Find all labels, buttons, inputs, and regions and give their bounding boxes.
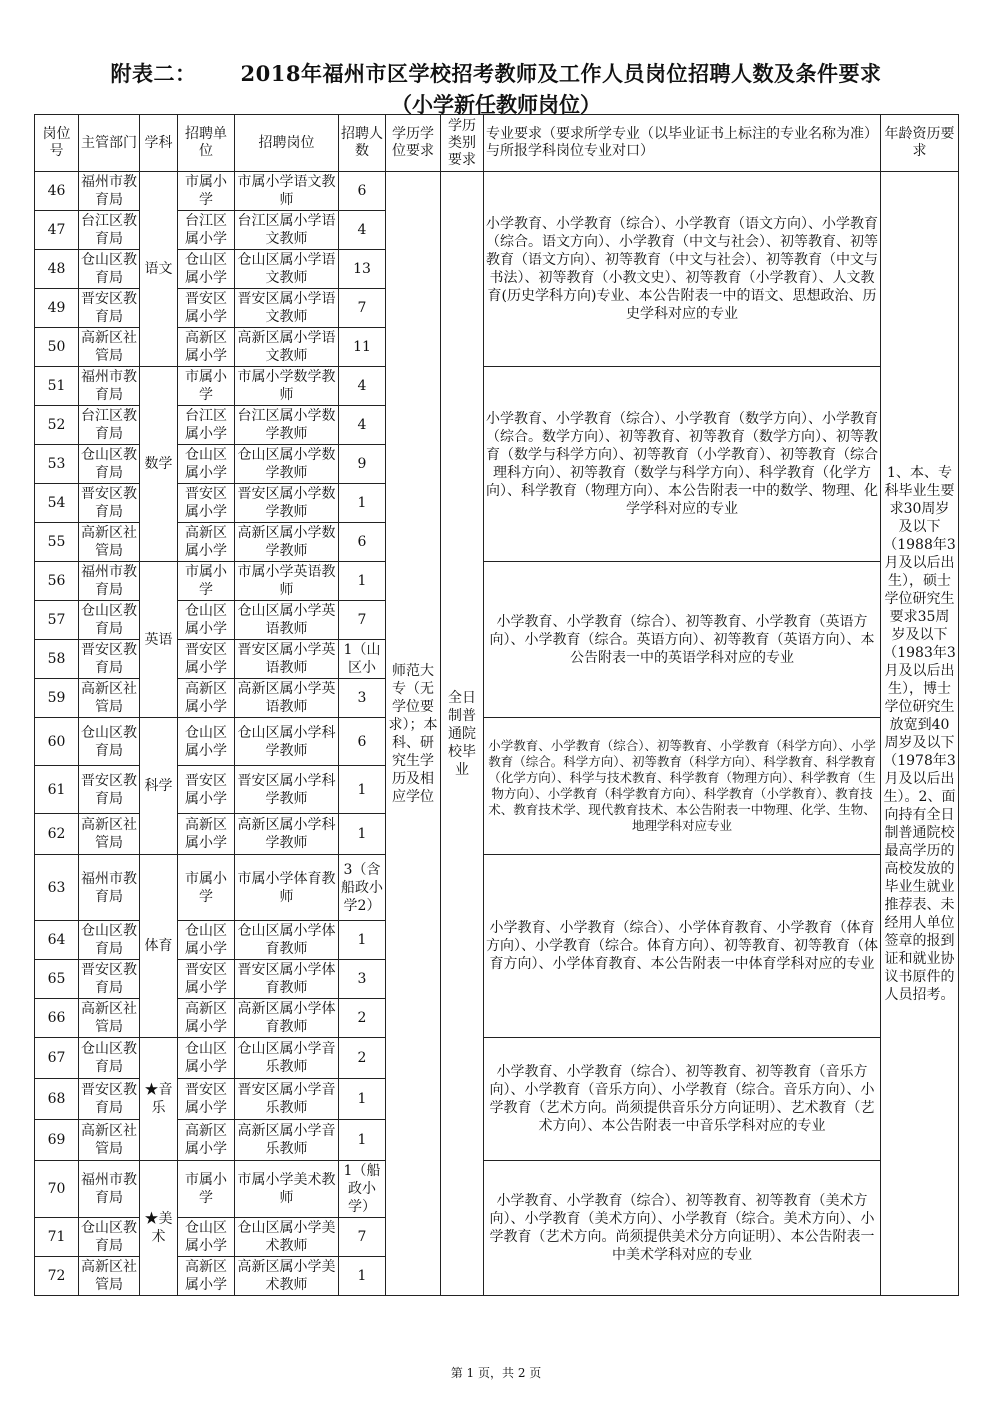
post: 晋安区属小学体育教师: [235, 960, 339, 999]
post-no: 70: [35, 1161, 79, 1218]
recruitment-table: [34, 114, 959, 1296]
unit: 仓山区属小学: [178, 601, 235, 640]
unit: 仓山区属小学: [178, 921, 235, 960]
table-row: [35, 855, 959, 921]
post: 高新区属小学数学教师: [235, 523, 339, 562]
count: 1: [339, 562, 386, 601]
post: 仓山区属小学科学教师: [235, 718, 339, 766]
subject-cell: 语文: [140, 172, 178, 367]
post-no: 48: [35, 250, 79, 289]
dept: 福州市教育局: [79, 172, 140, 211]
count: 1: [339, 814, 386, 855]
post: 晋安区属小学英语教师: [235, 640, 339, 679]
count: 1: [339, 1079, 386, 1120]
post: 仓山区属小学语文教师: [235, 250, 339, 289]
page-title: [0, 58, 992, 88]
dept: 晋安区教育局: [79, 289, 140, 328]
unit: 晋安区属小学: [178, 960, 235, 999]
subject-cell: 科学: [140, 718, 178, 855]
post: 台江区属小学语文教师: [235, 211, 339, 250]
dept: 仓山区教育局: [79, 250, 140, 289]
dept: 高新区社管局: [79, 1257, 140, 1296]
post-no: 65: [35, 960, 79, 999]
major-req: 小学教育、小学教育（综合）、初等教育、小学教育（科学方向）、小学教育（综合。科学方向）、初等教育（科学方向）、科学教育、科学教育（化学方向）、科学与技术教育、科学教育（物理方向）、科学教育（生物方向）、小学教育（科学教育方向）、科学教育（小学教育）、教育技术、教育技术学、现代教育技术、本公告附表一中物理、化学、生物、地理学科对应专业: [484, 718, 881, 855]
unit: 高新区属小学: [178, 523, 235, 562]
post-no: 61: [35, 766, 79, 814]
count: 4: [339, 211, 386, 250]
post: 仓山区属小学音乐教师: [235, 1038, 339, 1079]
major-req: 小学教育、小学教育（综合）、初等教育、初等教育（美术方向）、小学教育（美术方向）、小学教育（综合。美术方向）、小学教育（艺术方向。尚须提供美术分方向证明）、本公告附表一中美术学科对应的专业: [484, 1161, 881, 1296]
unit: 台江区属小学: [178, 211, 235, 250]
header-subject: 学科: [140, 115, 178, 172]
unit: 高新区属小学: [178, 1120, 235, 1161]
post-no: 64: [35, 921, 79, 960]
post-no: 58: [35, 640, 79, 679]
dept: 仓山区教育局: [79, 1038, 140, 1079]
unit: 晋安区属小学: [178, 640, 235, 679]
header-edu-type: 学历类别要求: [441, 115, 484, 172]
dept: 晋安区教育局: [79, 1079, 140, 1120]
post: 仓山区属小学体育教师: [235, 921, 339, 960]
unit: 晋安区属小学: [178, 766, 235, 814]
header-major: 专业要求（要求所学专业（以毕业证书上标注的专业名称为准）与所报学科岗位专业对口）: [484, 115, 881, 172]
post: 市属小学数学教师: [235, 367, 339, 406]
post-no: 71: [35, 1218, 79, 1257]
post-no: 62: [35, 814, 79, 855]
count: 9: [339, 445, 386, 484]
post: 仓山区属小学英语教师: [235, 601, 339, 640]
post: 晋安区属小学科学教师: [235, 766, 339, 814]
age-req: 1、本、专科毕业生要求30周岁及以下（1988年3月及以后出生），硕士学位研究生要求35周岁及以下（1983年3月及以后出生），博士学位研究生放宽到40周岁及以下（1978年3月及以后出生）。2、面向持有全日制普通院校最高学历的高校发放的毕业生就业推荐表、未经用人单位签章的报到证和就业协议书原件的人员招考。: [881, 172, 959, 1296]
page-subtitle: （小学新任教师岗位）: [391, 92, 601, 117]
post-no: 54: [35, 484, 79, 523]
count: 1: [339, 766, 386, 814]
table-row: [35, 367, 959, 406]
dept: 福州市教育局: [79, 1161, 140, 1218]
dept: 福州市教育局: [79, 562, 140, 601]
unit: 晋安区属小学: [178, 289, 235, 328]
unit: 台江区属小学: [178, 406, 235, 445]
count: 6: [339, 523, 386, 562]
dept: 仓山区教育局: [79, 718, 140, 766]
dept: 高新区社管局: [79, 999, 140, 1038]
post: 仓山区属小学数学教师: [235, 445, 339, 484]
post-no: 50: [35, 328, 79, 367]
post-no: 51: [35, 367, 79, 406]
post-no: 49: [35, 289, 79, 328]
post-no: 52: [35, 406, 79, 445]
post: 市属小学美术教师: [235, 1161, 339, 1218]
count: 1: [339, 484, 386, 523]
post: 高新区属小学科学教师: [235, 814, 339, 855]
unit: 市属小学: [178, 172, 235, 211]
post: 晋安区属小学语文教师: [235, 289, 339, 328]
dept: 仓山区教育局: [79, 921, 140, 960]
unit: 高新区属小学: [178, 328, 235, 367]
unit: 市属小学: [178, 1161, 235, 1218]
dept: 高新区社管局: [79, 814, 140, 855]
count: 1: [339, 921, 386, 960]
subject-cell: 体育: [140, 855, 178, 1038]
header-post: 招聘岗位: [235, 115, 339, 172]
dept: 高新区社管局: [79, 679, 140, 718]
post: 高新区属小学英语教师: [235, 679, 339, 718]
post-no: 59: [35, 679, 79, 718]
edu-req: 师范大专（无学位要求）；本科、研究生学历及相应学位: [386, 172, 441, 1296]
major-req: 小学教育、小学教育（综合）、小学教育（语文方向）、小学教育（综合。语文方向）、小学教育（中文与社会）、初等教育、初等教育（语文方向）、初等教育（中文与社会）、初等教育（中文与书法）、初等教育（小教文史）、初等教育（小学教育）、人文教育(历史学科方向)专业、本公告附表一中的语文、思想政治、历史学科对应的专业: [484, 172, 881, 367]
count: 3: [339, 679, 386, 718]
post-no: 56: [35, 562, 79, 601]
table-row: [35, 172, 959, 211]
dept: 晋安区教育局: [79, 766, 140, 814]
post: 高新区属小学美术教师: [235, 1257, 339, 1296]
count: 3（含船政小学2）: [339, 855, 386, 921]
post-no: 57: [35, 601, 79, 640]
count: 7: [339, 1218, 386, 1257]
unit: 仓山区属小学: [178, 1218, 235, 1257]
unit: 高新区属小学: [178, 999, 235, 1038]
count: 4: [339, 406, 386, 445]
count: 7: [339, 601, 386, 640]
post-no: 47: [35, 211, 79, 250]
post-no: 55: [35, 523, 79, 562]
dept: 晋安区教育局: [79, 960, 140, 999]
unit: 晋安区属小学: [178, 1079, 235, 1120]
post-no: 63: [35, 855, 79, 921]
post: 高新区属小学音乐教师: [235, 1120, 339, 1161]
count: 1（船政小学）: [339, 1161, 386, 1218]
dept: 高新区社管局: [79, 523, 140, 562]
post: 市属小学语文教师: [235, 172, 339, 211]
post-no: 68: [35, 1079, 79, 1120]
count: 3: [339, 960, 386, 999]
table-row: [35, 1038, 959, 1079]
subject-cell: 英语: [140, 562, 178, 718]
post: 市属小学体育教师: [235, 855, 339, 921]
header-edu: 学历学位要求: [386, 115, 441, 172]
dept: 福州市教育局: [79, 367, 140, 406]
dept: 台江区教育局: [79, 211, 140, 250]
title-main: 2018年福州市区学校招考教师及工作人员岗位招聘人数及条件要求: [240, 61, 882, 86]
title-prefix: 附表二：: [110, 61, 197, 86]
unit: 高新区属小学: [178, 814, 235, 855]
count: 4: [339, 367, 386, 406]
dept: 仓山区教育局: [79, 601, 140, 640]
header-row: [35, 115, 959, 172]
unit: 市属小学: [178, 562, 235, 601]
dept: 仓山区教育局: [79, 1218, 140, 1257]
count: 1: [339, 1257, 386, 1296]
post: 高新区属小学体育教师: [235, 999, 339, 1038]
unit: 仓山区属小学: [178, 718, 235, 766]
major-req: 小学教育、小学教育（综合）、小学体育教育、小学教育（体育方向）、小学教育（综合。体育方向）、初等教育、初等教育（体育方向）、小学体育教育、本公告附表一中体育学科对应的专业: [484, 855, 881, 1038]
post-no: 66: [35, 999, 79, 1038]
subject-cell: 数学: [140, 367, 178, 562]
unit: 仓山区属小学: [178, 445, 235, 484]
post: 台江区属小学数学教师: [235, 406, 339, 445]
unit: 市属小学: [178, 855, 235, 921]
count: 6: [339, 718, 386, 766]
major-req: 小学教育、小学教育（综合）、初等教育、小学教育（英语方向）、小学教育（综合。英语方向）、初等教育（英语方向）、本公告附表一中的英语学科对应的专业: [484, 562, 881, 718]
dept: 晋安区教育局: [79, 484, 140, 523]
count: 7: [339, 289, 386, 328]
post-no: 69: [35, 1120, 79, 1161]
page-footer: 第 1 页，共 2 页: [450, 1366, 542, 1380]
unit: 高新区属小学: [178, 1257, 235, 1296]
header-unit: 招聘单位: [178, 115, 235, 172]
dept: 台江区教育局: [79, 406, 140, 445]
post-no: 53: [35, 445, 79, 484]
count: 11: [339, 328, 386, 367]
table-row: [35, 562, 959, 601]
dept: 仓山区教育局: [79, 445, 140, 484]
header-count: 招聘人数: [339, 115, 386, 172]
count: 2: [339, 1038, 386, 1079]
post: 高新区属小学语文教师: [235, 328, 339, 367]
unit: 晋安区属小学: [178, 484, 235, 523]
header-post-no: 岗位号: [35, 115, 79, 172]
major-req: 小学教育、小学教育（综合）、初等教育、初等教育（音乐方向）、小学教育（音乐方向）、小学教育（综合。音乐方向）、小学教育（艺术方向。尚须提供音乐分方向证明）、艺术教育（艺术方向）、本公告附表一中音乐学科对应的专业: [484, 1038, 881, 1161]
count: 6: [339, 172, 386, 211]
header-age: 年龄资历要求: [881, 115, 959, 172]
count: 2: [339, 999, 386, 1038]
unit: 仓山区属小学: [178, 1038, 235, 1079]
post-no: 72: [35, 1257, 79, 1296]
count: 1: [339, 1120, 386, 1161]
post: 晋安区属小学数学教师: [235, 484, 339, 523]
post-no: 67: [35, 1038, 79, 1079]
dept: 高新区社管局: [79, 328, 140, 367]
post-no: 60: [35, 718, 79, 766]
major-req: 小学教育、小学教育（综合）、小学教育（数学方向）、小学教育（综合。数学方向）、初等教育、初等教育（数学方向）、初等教育（数学与科学方向）、初等教育（小学教育）、初等教育（综合理科方向）、初等教育（数学与科学方向）、科学教育（化学方向）、科学教育（物理方向）、本公告附表一中的数学、物理、化学学科对应的专业: [484, 367, 881, 562]
dept: 晋安区教育局: [79, 640, 140, 679]
table-row: [35, 718, 959, 766]
dept: 高新区社管局: [79, 1120, 140, 1161]
dept: 福州市教育局: [79, 855, 140, 921]
count: 13: [339, 250, 386, 289]
header-dept: 主管部门: [79, 115, 140, 172]
edu-type-req: 全日制普通院校毕业: [441, 172, 484, 1296]
subject-cell: ★音乐: [140, 1038, 178, 1161]
post: 晋安区属小学音乐教师: [235, 1079, 339, 1120]
subject-cell: ★美术: [140, 1161, 178, 1296]
unit: 高新区属小学: [178, 679, 235, 718]
count: 1（山区小: [339, 640, 386, 679]
post: 市属小学英语教师: [235, 562, 339, 601]
post: 仓山区属小学美术教师: [235, 1218, 339, 1257]
unit: 仓山区属小学: [178, 250, 235, 289]
unit: 市属小学: [178, 367, 235, 406]
post-no: 46: [35, 172, 79, 211]
table-row: [35, 1161, 959, 1218]
